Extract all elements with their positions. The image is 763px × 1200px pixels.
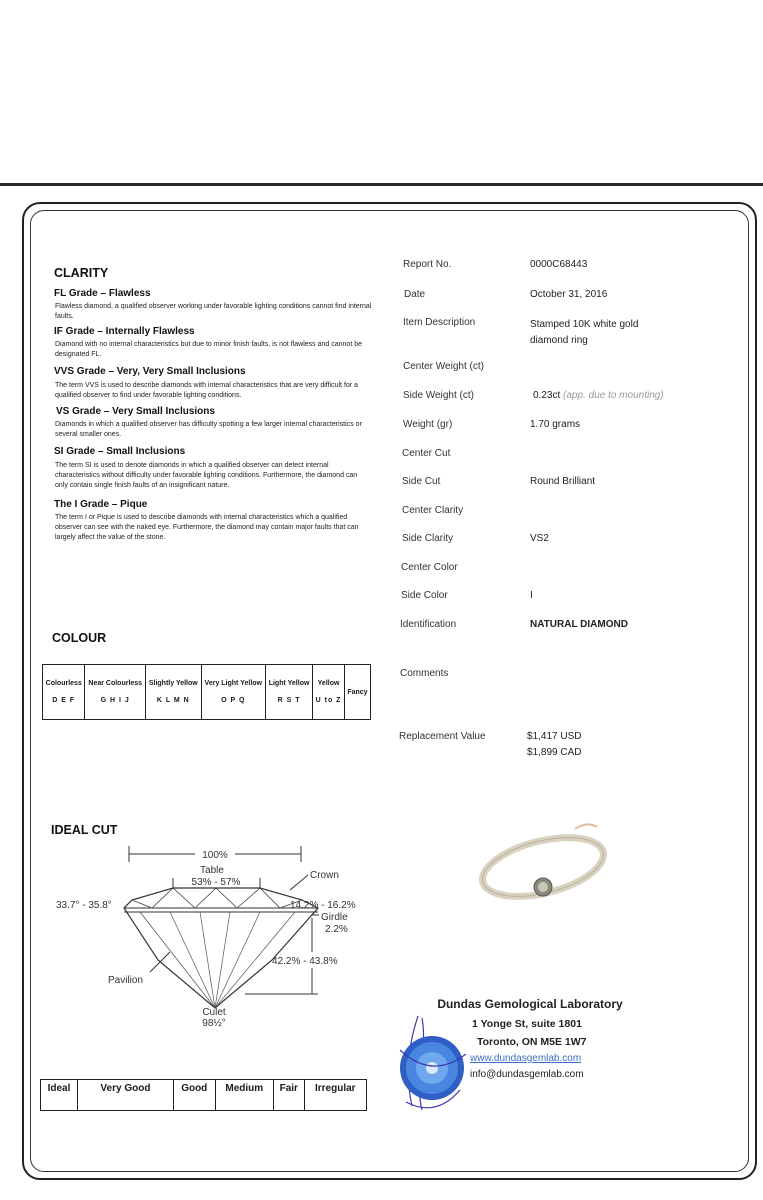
- grade-si-desc: The term SI is used to denote diamonds in which a qualified observer can detect internal characteristics without difficulty under favorable lighting conditions. Furthermore, the diamond can only contain single finish faults of an insignificant nature.: [55, 462, 358, 489]
- lab-website-link[interactable]: www.dundasgemlab.com: [470, 1053, 582, 1064]
- colour-heading: COLOUR: [52, 631, 107, 645]
- lab-address-line1: 1 Yonge St, suite 1801: [472, 1018, 582, 1030]
- colour-cell-very-light-yellow: Very Light Yellow O P Q: [201, 665, 265, 720]
- cut-cell-good: Good: [173, 1080, 215, 1111]
- side-clarity-label: Side Clarity: [402, 533, 454, 544]
- grade-i-title: The I Grade – Pique: [54, 499, 148, 510]
- table-label: Table: [200, 865, 224, 876]
- pavilion-label: Pavilion: [108, 975, 144, 986]
- center-clarity-label: Center Clarity: [402, 505, 464, 516]
- item-description-label: Item Description: [403, 317, 476, 328]
- grade-if-desc: Diamond with no internal characteristics but due to minor finish faults, is not flawless and cannot be designated FL.: [55, 341, 362, 358]
- ideal-cut-heading: IDEAL CUT: [51, 823, 118, 837]
- pavilion-depth-label: 42.2% - 43.8%: [272, 956, 338, 967]
- cut-cell-medium: Medium: [215, 1080, 273, 1111]
- grade-fl-desc: Flawless diamond, a qualified observer working under favorable lighting conditions cannot find internal faults.: [55, 303, 372, 320]
- girdle-pct-label: 2.2%: [325, 924, 348, 935]
- top-rule: [0, 183, 763, 186]
- center-cut-label: Center Cut: [402, 448, 451, 459]
- item-description-value: Stamped 10K white gold diamond ring: [530, 319, 639, 346]
- report-no-label: Report No.: [403, 259, 452, 270]
- identification-label: Identification: [400, 619, 457, 630]
- grade-fl-title: FL Grade – Flawless: [54, 288, 151, 299]
- cut-cell-very-good: Very Good: [77, 1080, 173, 1111]
- ideal-cut-diagram: [40, 840, 380, 1030]
- lab-address-line2: Toronto, ON M5E 1W7: [477, 1036, 587, 1048]
- identification-value: NATURAL DIAMOND: [530, 619, 628, 630]
- grade-vs-desc: Diamonds in which a qualified observer has difficulty spotting a few larger internal characteristics or several smaller ones.: [55, 421, 362, 438]
- replacement-usd-value: $1,417 USD: [527, 731, 582, 742]
- replacement-cad-value: $1,899 CAD: [527, 747, 582, 758]
- side-weight-label: Side Weight (ct): [403, 390, 474, 401]
- cut-grade-table: [40, 1079, 367, 1111]
- colour-cell-light-yellow: Light Yellow R S T: [265, 665, 312, 720]
- grade-si-title: SI Grade – Small Inclusions: [54, 446, 186, 457]
- colour-cell-colourless: Colourless D E F: [43, 665, 85, 720]
- lab-seal-icon: [392, 1010, 472, 1120]
- crown-angle-label: 33.7° - 35.8°: [56, 900, 112, 911]
- center-weight-label: Center Weight (ct): [403, 361, 484, 372]
- lab-email: info@dundasgemlab.com: [470, 1069, 584, 1080]
- weight-gr-value: 1.70 grams: [530, 419, 581, 430]
- report-no-value: 0000C68443: [530, 259, 588, 270]
- clarity-heading: CLARITY: [54, 266, 109, 280]
- cut-cell-ideal: Ideal: [41, 1080, 78, 1111]
- date-value: October 31, 2016: [530, 289, 608, 300]
- side-weight-note: (app. due to mounting): [563, 390, 664, 401]
- lab-name: Dundas Gemological Laboratory: [437, 997, 623, 1011]
- colour-scale-table: [42, 664, 371, 720]
- side-color-value: I: [530, 590, 533, 601]
- grade-vvs-desc: The term VVS is used to describe diamonds with internal characteristics that are very difficult for a qualified observer to find under favorable lighting conditions.: [55, 382, 358, 399]
- culet-angle-label: 98½°: [202, 1018, 226, 1029]
- side-clarity-value: VS2: [530, 533, 549, 544]
- ring-photo: [475, 815, 615, 910]
- colour-cell-fancy: Fancy: [344, 665, 370, 720]
- weight-gr-label: Weight (gr): [403, 419, 453, 430]
- grade-vvs-title: VVS Grade – Very, Very Small Inclusions: [54, 366, 246, 377]
- table-range-label: 53% - 57%: [191, 877, 241, 888]
- replacement-value-label: Replacement Value: [399, 731, 486, 742]
- date-label: Date: [404, 289, 426, 300]
- culet-label: Culet: [202, 1007, 226, 1018]
- center-color-label: Center Color: [401, 562, 458, 573]
- crown-label: Crown: [310, 870, 339, 881]
- colour-cell-near-colourless: Near Colourless G H I J: [85, 665, 146, 720]
- comments-label: Comments: [400, 668, 449, 679]
- colour-cell-yellow: Yellow U to Z: [313, 665, 345, 720]
- grade-if-title: IF Grade – Internally Flawless: [54, 326, 195, 337]
- cut-cell-irregular: Irregular: [304, 1080, 366, 1111]
- total-width-label: 100%: [202, 850, 228, 861]
- grade-vs-title: VS Grade – Very Small Inclusions: [56, 406, 215, 417]
- girdle-label: Girdle: [321, 912, 348, 923]
- side-cut-label: Side Cut: [402, 476, 441, 487]
- side-cut-value: Round Brilliant: [530, 476, 596, 487]
- grade-i-desc: The term I or Pique is used to describe diamonds with internal characteristics which a qualified observer can see with the naked eye. Furthermore, the diamond may contain major faults that can largely affect the value of the stone.: [55, 514, 359, 541]
- side-color-label: Side Color: [401, 590, 448, 601]
- side-weight-value: 0.23ct (app. due to mounting): [533, 390, 664, 401]
- colour-cell-slightly-yellow: Slightly Yellow K L M N: [146, 665, 202, 720]
- cut-cell-fair: Fair: [273, 1080, 304, 1111]
- crown-height-label: 14.2% - 16.2%: [290, 900, 356, 911]
